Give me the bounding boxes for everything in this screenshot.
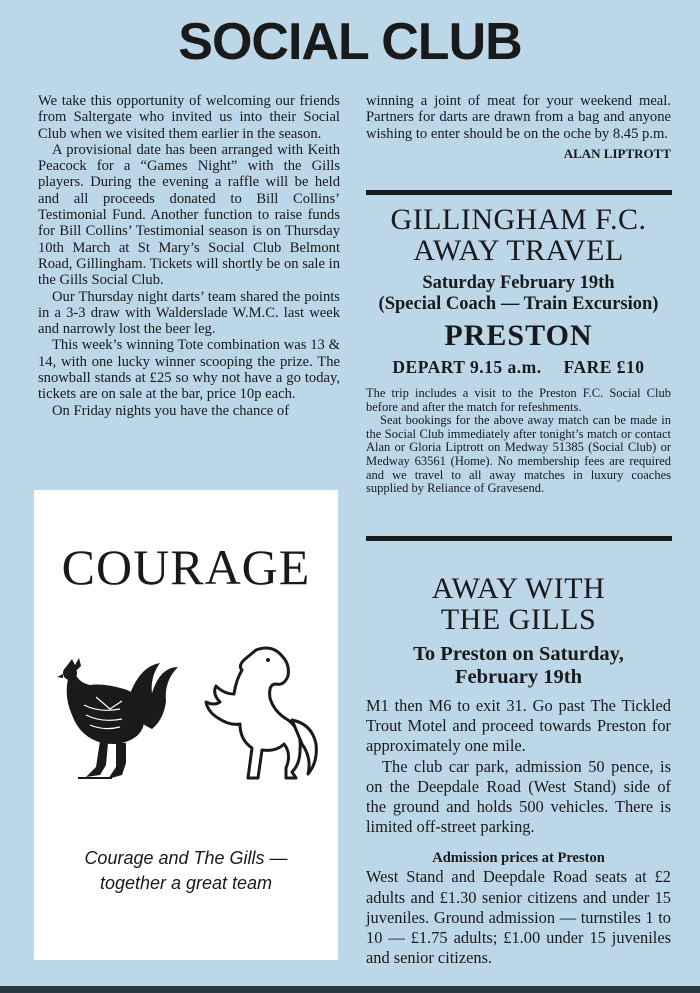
away-travel-title (366, 204, 671, 266)
advert-tagline-line: Courage and The Gills — (84, 848, 288, 868)
away-travel-depart-row (366, 357, 671, 378)
article-paragraph: This week’s winning Tote combination was 13 & 14, with one lucky winner scooping the prize. The snowball stands at £25 so why not have a go today, tickets are on sale at the bar, price 10p each. (38, 337, 340, 403)
courage-advert (34, 490, 338, 960)
page-title: SOCIAL CLUB (178, 13, 522, 71)
advert-tagline (34, 846, 338, 896)
article-paragraph: winning a joint of meat for your weekend meal. Partners for darts are drawn from a bag and anyone wishing to enter should be on the oche by 8.45 p.m. (366, 93, 671, 142)
away-travel-title-line: AWAY TRAVEL (413, 234, 624, 267)
advert-tagline-line: together a great team (99, 873, 273, 893)
page-bottom-edge (0, 986, 700, 993)
rooster-icon (56, 645, 186, 785)
away-travel-body (366, 387, 671, 496)
rearing-horse-icon (196, 640, 324, 780)
away-travel-section (366, 204, 671, 496)
away-with-gills-title-line: THE GILLS (440, 603, 597, 636)
away-with-gills-subtitle-line: To Preston on Saturday, (413, 643, 624, 665)
social-club-article-continued (366, 93, 671, 162)
away-with-gills-title-line: AWAY WITH (431, 572, 606, 605)
fare: FARE £10 (563, 357, 645, 377)
article-signature: ALAN LIPTROTT (563, 145, 671, 161)
section-divider (366, 190, 672, 195)
article-paragraph: On Friday nights you have the chance of (52, 402, 290, 419)
directions-paragraph: The club car park, admission 50 pence, is on the Deepdale Road (West Stand) side of the ground and holds 500 vehicles. There is limited off-street parking. (366, 756, 671, 837)
social-club-article (38, 93, 340, 419)
away-with-gills-subtitle-line: February 19th (455, 666, 582, 688)
admission-text (366, 867, 671, 968)
away-travel-title-line: GILLINGHAM F.C. (390, 203, 647, 236)
away-with-gills-body (366, 696, 671, 837)
depart-time: DEPART 9.15 a.m. (392, 357, 542, 377)
article-paragraph: A provisional date has been arranged with Keith Peacock for a “Games Night” with the Gills players. During the evening a raffle will be held and all proceeds donated to Bill Collins’ Testimonial Fund. Another function to raise funds for Bill Collins’ Testimonial season is on Thursday 10th March at St Mary’s Social Club Belmont Road, Gillingham. Tickets will shortly be on sale in the Gills Social Club. (38, 141, 340, 289)
away-travel-destination: PRESTON (444, 319, 593, 352)
article-paragraph: We take this opportunity of welcoming our friends from Saltergate who invited us into their Social Club when we visited them earlier in the season. (38, 93, 340, 142)
away-with-gills-subtitle (366, 643, 671, 689)
article-paragraph: Our Thursday night darts’ team shared the points in a 3-3 draw with Walderslade W.M.C. last week and narrowly lost the beer leg. (38, 288, 340, 338)
away-travel-date: Saturday February 19th (422, 273, 615, 293)
travel-paragraph: The trip includes a visit to the Preston F.C. Social Club before and after the match for refeshments. (366, 386, 671, 414)
section-divider (366, 536, 672, 541)
away-with-gills-title (366, 573, 671, 635)
admission-paragraph: West Stand and Deepdale Road seats at £2 adults and £1.30 senior citizens and under 15 juveniles. Ground admission — turnstiles 1 to 10 — £1.75 adults; £1.00 under 15 juveniles and senior citizens. (366, 867, 671, 968)
advert-brand: COURAGE (61, 539, 311, 595)
admission-heading: Admission prices at Preston (432, 850, 605, 867)
away-with-gills-section (366, 573, 671, 968)
away-travel-subtitle: (Special Coach — Train Excursion) (378, 294, 659, 314)
directions-paragraph: M1 then M6 to exit 31. Go past The Tickled Trout Motel and proceed towards Preston for approximately one mile. (366, 696, 671, 756)
travel-paragraph: Seat bookings for the above away match can be made in the Social Club immediately after tonight’s match or contact Alan or Gloria Liptrott on Medway 51385 (Social Club) or Medway 63561 (Home). No membership fees are required and we travel to all away matches in luxury coaches supplied by Reliance of Gravesend. (366, 413, 671, 496)
